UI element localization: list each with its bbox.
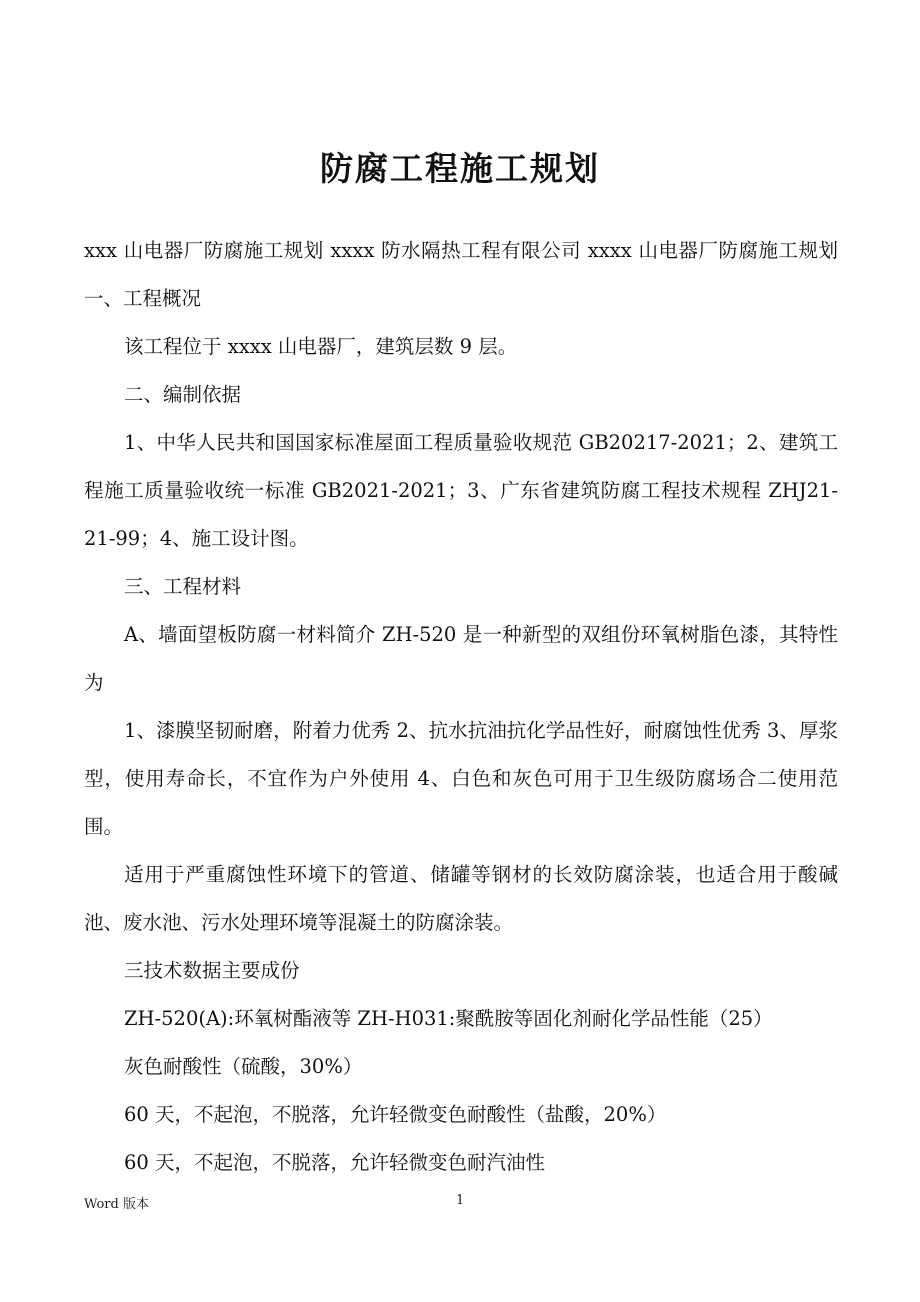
document-body xyxy=(84,227,838,1187)
paragraph-acid-hydrochloric: 60 天，不起泡，不脱落，允许轻微变色耐酸性（盐酸，20%） xyxy=(124,1103,667,1126)
document-title: 防腐工程施工规划 xyxy=(320,149,600,188)
paragraph-standards: 1、中华人民共和国国家标准屋面工程质量验收规范 GB20217-2021；2、建筑工程施工质量验收统一标准 GB2021-2021；3、广东省建筑防腐工程技术规程 ZHJ21-21-99；4、施工设计图。 xyxy=(84,431,838,550)
section-heading-tech-data: 三技术数据主要成份 xyxy=(124,959,300,982)
paragraph-material-intro: A、墙面望板防腐一材料简介 ZH-520 是一种新型的双组份环氧树脂色漆，其特性为 xyxy=(84,623,838,694)
paragraph-gasoline: 60 天，不起泡，不脱落，允许轻微变色耐汽油性 xyxy=(124,1151,546,1174)
footer-page-number: 1 xyxy=(456,1193,465,1208)
paragraph-composition: ZH-520(A):环氧树酯液等 ZH-H031:聚酰胺等固化剂耐化学品性能（25） xyxy=(124,1007,773,1030)
section-heading-basis: 二、编制依据 xyxy=(124,383,242,406)
footer-version-label: Word 版本 xyxy=(84,1197,149,1212)
paragraph-features: 1、漆膜坚韧耐磨，附着力优秀 2、抗水抗油抗化学品性好，耐腐蚀性优秀 3、厚浆型，使用寿命长，不宜作为户外使用 4、白色和灰色可用于卫生级防腐场合二使用范围。 xyxy=(84,719,838,838)
section-heading-materials: 三、工程材料 xyxy=(124,575,242,598)
paragraph-intro: xxx 山电器厂防腐施工规划 xxxx 防水隔热工程有限公司 xxxx 山电器厂防腐施工规划一、工程概况 xyxy=(84,239,838,310)
paragraph-usage: 适用于严重腐蚀性环境下的管道、储罐等钢材的长效防腐涂装，也适合用于酸碱池、废水池、污水处理环境等混凝土的防腐涂装。 xyxy=(84,863,838,934)
paragraph-location: 该工程位于 xxxx 山电器厂，建筑层数 9 层。 xyxy=(124,335,518,358)
paragraph-acid-sulfuric: 灰色耐酸性（硫酸，30%） xyxy=(124,1055,363,1078)
